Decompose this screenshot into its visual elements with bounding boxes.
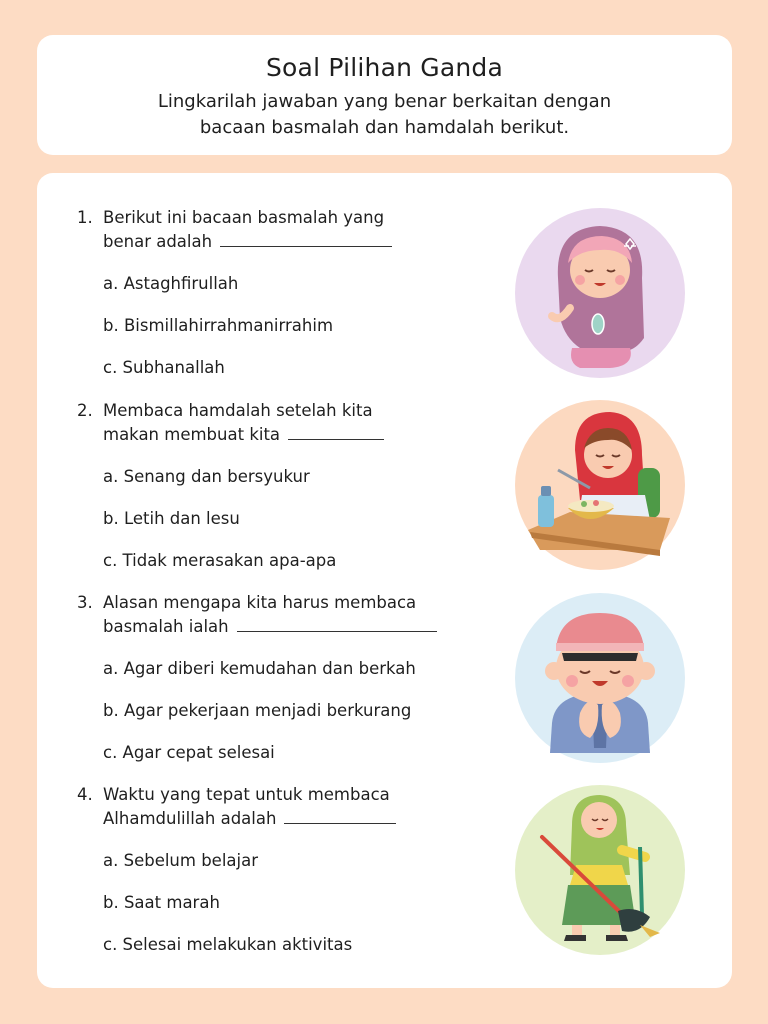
- question-3-option-b[interactable]: b. Agar pekerjaan menjadi berkurang: [103, 701, 412, 720]
- praying-boy-icon: [510, 593, 690, 763]
- question-4-option-c[interactable]: c. Selesai melakukan aktivitas: [103, 935, 353, 954]
- page-title: Soal Pilihan Ganda: [265, 53, 504, 82]
- question-4-line-1: Waktu yang tepat untuk membaca: [103, 785, 390, 804]
- question-4: [77, 783, 477, 957]
- question-1-option-b[interactable]: b. Bismillahirrahmanirrahim: [103, 316, 334, 335]
- question-1: [77, 206, 477, 380]
- instructions-line-1: Lingkarilah jawaban yang benar berkaitan dengan: [157, 91, 612, 112]
- question-2-option-b[interactable]: b. Letih dan lesu: [103, 509, 240, 528]
- question-4-option-b[interactable]: b. Saat marah: [103, 893, 220, 912]
- header-card: [37, 35, 732, 155]
- answer-blank-4[interactable]: [284, 807, 396, 824]
- question-3-line-2: basmalah ialah: [103, 617, 229, 636]
- question-3-line-1: Alasan mengapa kita harus membaca: [103, 593, 417, 612]
- question-2-option-c[interactable]: c. Tidak merasakan apa-apa: [103, 551, 337, 570]
- question-2-text: [77, 399, 477, 447]
- instructions-line-2: bacaan basmalah dan hamdalah berikut.: [199, 117, 570, 138]
- question-3-number: 3.: [77, 593, 93, 612]
- question-4-line-2: Alhamdulillah adalah: [103, 809, 277, 828]
- question-4-option-a[interactable]: a. Sebelum belajar: [103, 851, 259, 870]
- question-2-line-2: makan membuat kita: [103, 425, 281, 444]
- questions-card: [37, 173, 732, 988]
- question-1-option-a[interactable]: a. Astaghfirullah: [103, 274, 239, 293]
- question-1-line-2: benar adalah: [103, 232, 213, 251]
- question-1-number: 1.: [77, 208, 93, 227]
- question-1-line-1: Berikut ini bacaan basmalah yang: [103, 208, 385, 227]
- answer-blank-3[interactable]: [237, 615, 437, 632]
- question-3-text: [77, 591, 477, 639]
- question-1-option-c[interactable]: c. Subhanallah: [103, 358, 225, 377]
- question-1-text: [77, 206, 477, 254]
- question-4-number: 4.: [77, 785, 93, 804]
- answer-blank-2[interactable]: [288, 423, 384, 440]
- question-4-text: [77, 783, 477, 831]
- question-3: [77, 591, 477, 765]
- question-3-option-c[interactable]: c. Agar cepat selesai: [103, 743, 275, 762]
- sweeping-girl-icon: [510, 785, 690, 955]
- answer-blank-1[interactable]: [220, 230, 392, 247]
- eating-girl-icon: [510, 400, 690, 570]
- question-2-number: 2.: [77, 401, 93, 420]
- instructions: [37, 89, 732, 141]
- question-2-option-a[interactable]: a. Senang dan bersyukur: [103, 467, 310, 486]
- question-2: [77, 399, 477, 573]
- question-2-line-1: Membaca hamdalah setelah kita: [103, 401, 373, 420]
- question-3-option-a[interactable]: a. Agar diberi kemudahan dan berkah: [103, 659, 416, 678]
- praying-girl-icon: [510, 208, 690, 378]
